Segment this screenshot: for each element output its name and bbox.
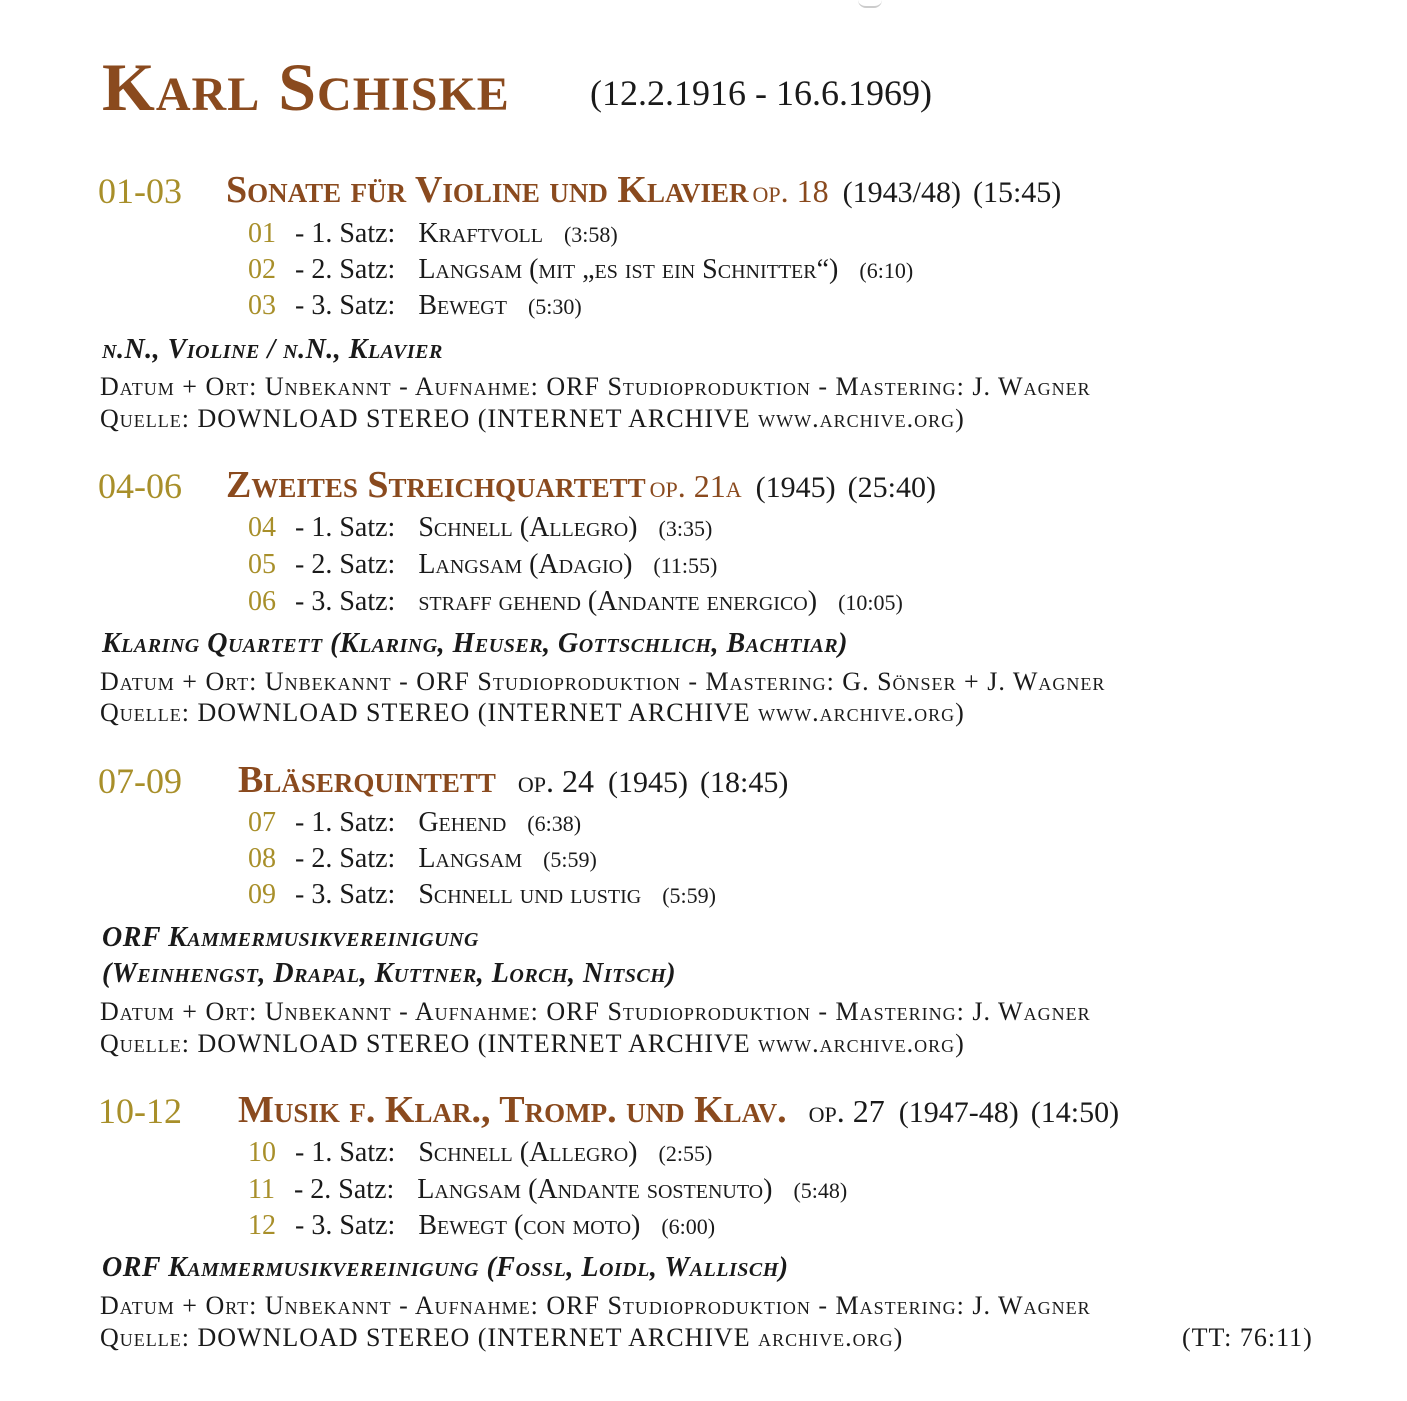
section-title: Bläserquintett (238, 759, 496, 801)
source-info: Quelle: DOWNLOAD STEREO (INTERNET ARCHIVE www.archive.org) (100, 698, 965, 727)
performers: ORF Kammermusikvereinigung (102, 922, 479, 953)
movement-row (248, 254, 913, 286)
source-info: Quelle: DOWNLOAD STEREO (INTERNET ARCHIVE archive.org) (100, 1323, 904, 1352)
movement-row (248, 879, 716, 911)
movement-name: Langsam (mit „es ist ein Schnitter“) (418, 254, 839, 285)
movement-row (248, 218, 618, 250)
performers: n.N., Violine / n.N., Klavier (102, 334, 443, 365)
movement-number: 01 (248, 218, 276, 249)
movement-number: 03 (248, 290, 276, 321)
recording-info: Datum + Ort: Unbekannt - Aufnahme: ORF Studioproduktion - Mastering: J. Wagner (100, 372, 1091, 401)
movement-name: Schnell und lustig (418, 879, 642, 910)
movement-number: 05 (248, 549, 276, 580)
movement-label: - 3. Satz: (295, 586, 396, 617)
movement-label: - 3. Satz: (295, 1210, 396, 1241)
movement-name: straff gehend (Andante energico) (418, 586, 818, 617)
section-title: Musik f. Klar., Tromp. und Klav. (238, 1089, 787, 1131)
movement-row (248, 290, 582, 322)
section-title: Zweites Streichquartett (226, 464, 646, 506)
movement-label: - 1. Satz: (295, 1137, 396, 1168)
movement-label: - 3. Satz: (295, 290, 396, 321)
movement-label: - 1. Satz: (295, 512, 396, 543)
movement-duration: (3:35) (658, 516, 713, 541)
movement-number: 10 (248, 1137, 276, 1168)
movement-row (248, 807, 581, 839)
section-year: (1947-48) (898, 1096, 1019, 1129)
movement-name: Bewegt (418, 290, 507, 321)
movement-row (248, 1174, 847, 1206)
section-year: (1943/48) (842, 176, 961, 209)
section-opus: op. 24 (517, 763, 595, 799)
performers: ORF Kammermusikvereinigung (Fossl, Loidl, Wallisch) (102, 1252, 789, 1283)
movement-name: Langsam (418, 843, 523, 874)
source-info: Quelle: DOWNLOAD STEREO (INTERNET ARCHIVE www.archive.org) (100, 404, 965, 433)
movement-number: 09 (248, 879, 276, 910)
section-duration: (15:45) (972, 176, 1062, 209)
movement-duration: (6:38) (527, 811, 582, 836)
movement-name: Gehend (418, 807, 507, 838)
movement-name: Schnell (Allegro) (418, 1137, 638, 1168)
movement-number: 02 (248, 254, 276, 285)
section-opus: op. 27 (808, 1093, 885, 1129)
movement-number: 06 (248, 586, 276, 617)
section-heading (226, 168, 1061, 212)
section-range: 01-03 (98, 171, 182, 211)
movement-row (248, 843, 597, 875)
movement-duration: (2:55) (658, 1141, 713, 1166)
total-time: (TT: 76:11) (1182, 1323, 1313, 1352)
section-year: (1945) (608, 766, 689, 799)
movement-duration: (5:59) (662, 883, 716, 908)
movement-row (248, 586, 903, 618)
section-heading (238, 1088, 1119, 1132)
movement-name: Langsam (Adagio) (418, 549, 633, 580)
movement-label: - 2. Satz: (295, 254, 396, 285)
section-year: (1945) (755, 471, 836, 504)
movement-label: - 2. Satz: (295, 549, 396, 580)
recording-info: Datum + Ort: Unbekannt - ORF Studioproduktion - Mastering: G. Sönser + J. Wagner (100, 667, 1106, 696)
section-duration: (18:45) (700, 766, 789, 799)
section-duration: (25:40) (847, 471, 936, 504)
movement-duration: (5:59) (543, 847, 597, 872)
movement-name: Bewegt (con moto) (418, 1210, 641, 1241)
composer-dates: (12.2.1916 - 16.6.1969) (590, 73, 932, 113)
recording-info: Datum + Ort: Unbekannt - Aufnahme: ORF Studioproduktion - Mastering: J. Wagner (100, 997, 1091, 1026)
movement-duration: (6:10) (859, 258, 914, 283)
movement-label: - 3. Satz: (295, 879, 396, 910)
performers-members: (Weinhengst, Drapal, Kuttner, Lorch, Nitsch) (102, 958, 677, 989)
section-range: 10-12 (98, 1091, 182, 1131)
performers: Klaring Quartett (Klaring, Heuser, Gottschlich, Bachtiar) (102, 628, 848, 659)
section-heading (226, 463, 936, 507)
movement-label: - 1. Satz: (295, 218, 396, 249)
movement-number: 12 (248, 1210, 276, 1241)
movement-row (248, 1210, 715, 1242)
recording-info: Datum + Ort: Unbekannt - Aufnahme: ORF Studioproduktion - Mastering: J. Wagner (100, 1291, 1091, 1320)
movement-label: - 2. Satz: (295, 843, 396, 874)
top-decoration (858, 0, 882, 8)
section-opus: op. 18 (752, 173, 829, 209)
movement-name: Langsam (Andante sostenuto) (417, 1174, 773, 1205)
movement-duration: (5:30) (527, 294, 582, 319)
movement-duration: (3:58) (563, 222, 618, 247)
source-info: Quelle: DOWNLOAD STEREO (INTERNET ARCHIVE www.archive.org) (100, 1029, 965, 1058)
movement-duration: (10:05) (838, 590, 903, 615)
movement-number: 11 (248, 1174, 275, 1205)
movement-name: Schnell (Allegro) (418, 512, 638, 543)
movement-number: 04 (248, 512, 276, 543)
movement-row (248, 1137, 712, 1169)
movement-row (248, 512, 712, 544)
section-opus: op. 21a (649, 468, 742, 504)
movement-duration: (5:48) (793, 1178, 848, 1203)
movement-number: 08 (248, 843, 276, 874)
movement-label: - 1. Satz: (295, 807, 396, 838)
section-range: 07-09 (98, 761, 182, 801)
movement-duration: (6:00) (661, 1214, 716, 1239)
section-duration: (14:50) (1030, 1096, 1120, 1129)
movement-name: Kraftvoll (418, 218, 543, 249)
composer-name: Karl Schiske (102, 49, 510, 125)
section-title: Sonate für Violine und Klavier (226, 169, 749, 211)
movement-label: - 2. Satz: (293, 1174, 395, 1205)
section-heading (238, 758, 788, 802)
movement-duration: (11:55) (653, 553, 718, 578)
movement-number: 07 (248, 807, 276, 838)
movement-row (248, 549, 717, 581)
section-range: 04-06 (98, 466, 182, 506)
